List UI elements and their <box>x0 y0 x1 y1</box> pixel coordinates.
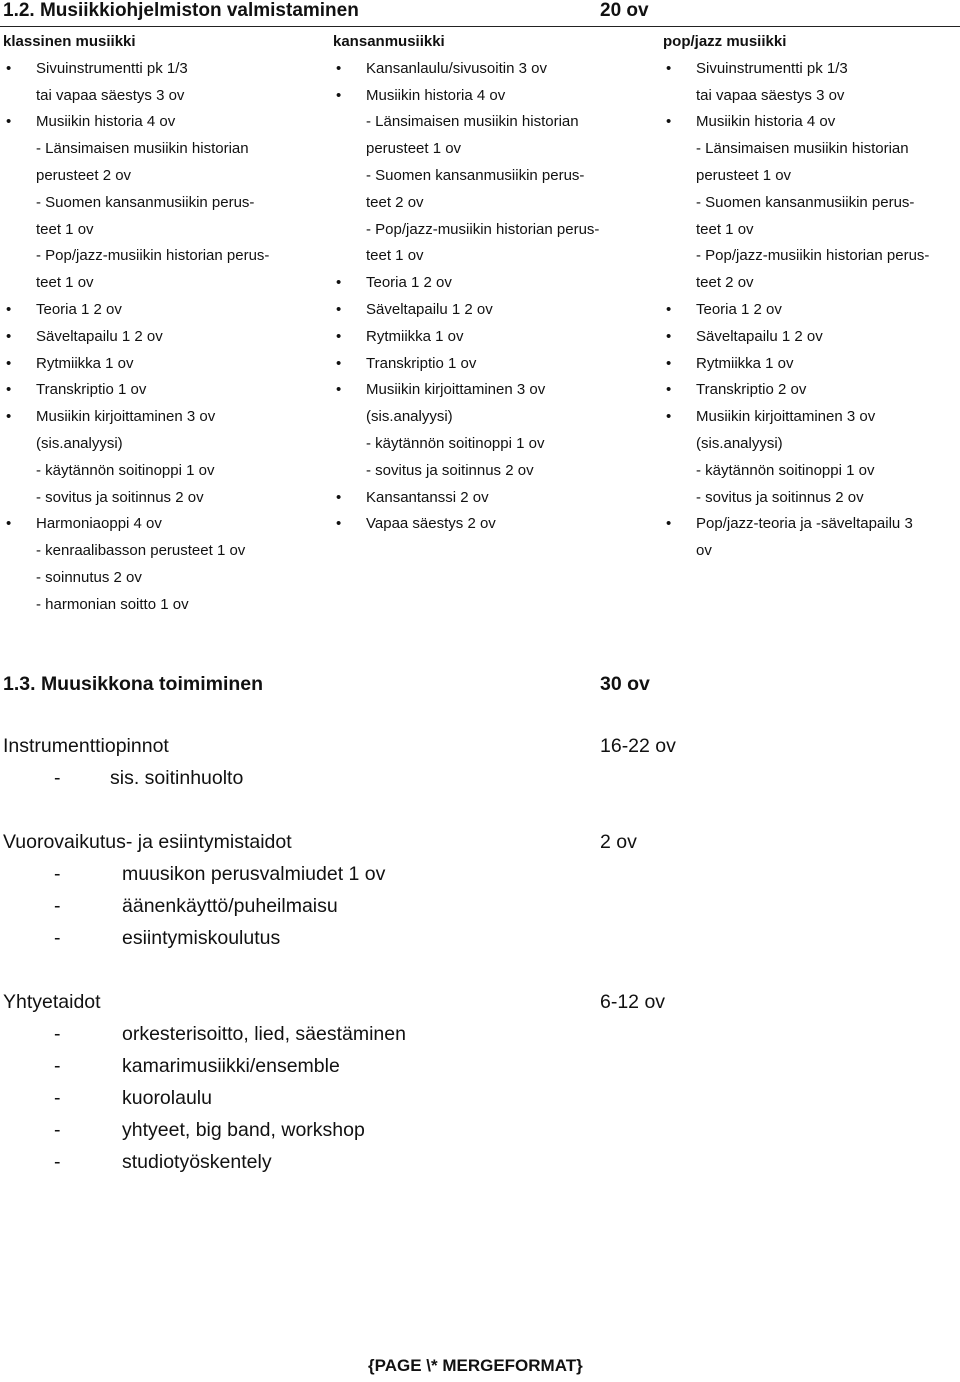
course-item: • Transkriptio 2 ov <box>663 377 960 404</box>
bullet-icon: • <box>6 59 12 77</box>
course-item: • Harmoniaoppi 4 ov <box>3 511 323 538</box>
course-detail: - Pop/jazz-musiikin historian perus- <box>36 247 270 265</box>
ensemble-credits: 6-12 ov <box>600 991 666 1013</box>
bullet-icon: • <box>336 59 342 77</box>
course-item: • Säveltapailu 1 2 ov <box>3 324 323 351</box>
course-detail: - Suomen kansanmusiikin perus- <box>366 166 585 184</box>
bullet-icon: • <box>6 300 12 318</box>
bullet-icon: • <box>336 381 342 399</box>
bullet-icon: • <box>6 354 12 372</box>
section-title: 1.3. Muusikkona toimiminen <box>3 673 264 695</box>
course-detail: - sovitus ja soitinnus 2 ov <box>696 488 864 506</box>
course-detail: - sovitus ja soitinnus 2 ov <box>366 461 534 479</box>
bullet-icon: • <box>666 381 672 399</box>
course-item: • Rytmiikka 1 ov <box>663 351 960 378</box>
course-item: • Teoria 1 2 ov <box>333 270 653 297</box>
list-item: - kamarimusiikki/ensemble <box>54 1055 340 1077</box>
course-item: • Pop/jazz-teoria ja -säveltapailu 3 <box>663 511 960 538</box>
course-detail: - Pop/jazz-musiikin historian perus- <box>366 220 600 238</box>
course-item: • Säveltapailu 1 2 ov <box>663 324 960 351</box>
bullet-icon: • <box>336 86 342 104</box>
bullet-icon: • <box>666 327 672 345</box>
column-heading: pop/jazz musiikki <box>663 33 787 50</box>
course-detail: - käytännön soitinoppi 1 ov <box>696 461 875 479</box>
ensemble-label: Yhtyetaidot <box>3 991 101 1013</box>
bullet-icon: • <box>666 59 672 77</box>
course-detail: - Suomen kansanmusiikin perus- <box>36 193 255 211</box>
course-detail: - Pop/jazz-musiikin historian perus- <box>696 247 930 265</box>
course-detail: - käytännön soitinoppi 1 ov <box>36 461 215 479</box>
course-detail: ov <box>696 542 712 560</box>
course-detail: (sis.analyysi) <box>696 434 783 452</box>
course-detail: teet 2 ov <box>366 193 424 211</box>
list-item: - muusikon perusvalmiudet 1 ov <box>54 863 386 885</box>
course-list <box>333 56 653 538</box>
course-detail: - harmonian soitto 1 ov <box>36 595 189 613</box>
course-item: • Vapaa säestys 2 ov <box>333 511 653 538</box>
instrument-credits: 16-22 ov <box>600 735 676 757</box>
list-item: - sis. soitinhuolto <box>54 767 244 789</box>
course-item: • Kansanlaulu/sivusoitin 3 ov <box>333 56 653 83</box>
section-1-2-header <box>0 0 960 27</box>
course-item: • Teoria 1 2 ov <box>3 297 323 324</box>
course-detail: - soinnutus 2 ov <box>36 568 142 586</box>
column-heading: kansanmusiikki <box>333 33 445 50</box>
course-detail: teet 2 ov <box>696 274 754 292</box>
course-detail: perusteet 2 ov <box>36 166 132 184</box>
page-footer: {PAGE \* MERGEFORMAT} <box>368 1356 583 1375</box>
course-item: • Teoria 1 2 ov <box>663 297 960 324</box>
bullet-icon: • <box>336 300 342 318</box>
bullet-icon: • <box>666 408 672 426</box>
bullet-icon: • <box>666 300 672 318</box>
bullet-icon: • <box>666 354 672 372</box>
bullet-icon: • <box>666 113 672 131</box>
course-item: • Musiikin historia 4 ov <box>333 83 653 110</box>
course-item: • Musiikin historia 4 ov <box>663 109 960 136</box>
course-item: • Musiikin kirjoittaminen 3 ov <box>3 404 323 431</box>
bullet-icon: • <box>6 515 12 533</box>
course-item: • Musiikin kirjoittaminen 3 ov <box>333 377 653 404</box>
course-detail: teet 1 ov <box>36 220 94 238</box>
course-item: • Musiikin kirjoittaminen 3 ov <box>663 404 960 431</box>
column-popjazz <box>663 29 960 565</box>
bullet-icon: • <box>336 488 342 506</box>
course-item: • Musiikin historia 4 ov <box>3 109 323 136</box>
course-detail: tai vapaa säestys 3 ov <box>36 86 185 104</box>
course-item: • Rytmiikka 1 ov <box>3 351 323 378</box>
bullet-icon: • <box>336 515 342 533</box>
bullet-icon: • <box>666 515 672 533</box>
list-item: - studiotyöskentely <box>54 1151 272 1173</box>
course-detail: - käytännön soitinoppi 1 ov <box>366 434 545 452</box>
course-item: • Rytmiikka 1 ov <box>333 324 653 351</box>
course-detail: - Suomen kansanmusiikin perus- <box>696 193 915 211</box>
course-item: • Säveltapailu 1 2 ov <box>333 297 653 324</box>
column-heading: klassinen musiikki <box>3 33 136 50</box>
course-item: • Kansantanssi 2 ov <box>333 485 653 512</box>
bullet-icon: • <box>6 113 12 131</box>
bullet-icon: • <box>336 354 342 372</box>
list-item: - esiintymiskoulutus <box>54 927 281 949</box>
bullet-icon: • <box>336 274 342 292</box>
section-credits: 20 ov <box>600 0 649 21</box>
course-item: • Transkriptio 1 ov <box>333 351 653 378</box>
list-item: - äänenkäyttö/puheilmaisu <box>54 895 338 917</box>
list-item: - kuorolaulu <box>54 1087 212 1109</box>
course-detail: teet 1 ov <box>366 247 424 265</box>
section-credits: 30 ov <box>600 673 650 695</box>
course-list <box>663 56 960 565</box>
course-list <box>3 56 323 619</box>
bullet-icon: • <box>6 408 12 426</box>
course-detail: (sis.analyysi) <box>366 408 453 426</box>
interaction-credits: 2 ov <box>600 831 637 853</box>
instrument-label: Instrumenttiopinnot <box>3 735 169 757</box>
course-detail: perusteet 1 ov <box>696 166 792 184</box>
course-detail: - Länsimaisen musiikin historian <box>36 140 249 158</box>
bullet-icon: • <box>6 381 12 399</box>
course-detail: - Länsimaisen musiikin historian <box>366 113 579 131</box>
column-classical <box>3 29 323 619</box>
course-detail: teet 1 ov <box>36 274 94 292</box>
list-item: - yhtyeet, big band, workshop <box>54 1119 365 1141</box>
section-title: 1.2. Musiikkiohjelmiston valmistaminen <box>3 0 359 21</box>
bullet-icon: • <box>6 327 12 345</box>
course-detail: perusteet 1 ov <box>366 140 462 158</box>
course-detail: teet 1 ov <box>696 220 754 238</box>
interaction-label: Vuorovaikutus- ja esiintymistaidot <box>3 831 292 853</box>
course-detail: (sis.analyysi) <box>36 434 123 452</box>
course-detail: - sovitus ja soitinnus 2 ov <box>36 488 204 506</box>
column-folk <box>333 29 653 538</box>
course-detail: - Länsimaisen musiikin historian <box>696 140 909 158</box>
course-item: • Sivuinstrumentti pk 1/3 <box>663 56 960 83</box>
list-item: - orkesterisoitto, lied, säestäminen <box>54 1023 406 1045</box>
course-detail: tai vapaa säestys 3 ov <box>696 86 845 104</box>
course-item: • Sivuinstrumentti pk 1/3 <box>3 56 323 83</box>
course-item: • Transkriptio 1 ov <box>3 377 323 404</box>
bullet-icon: • <box>336 327 342 345</box>
course-detail: - kenraalibasson perusteet 1 ov <box>36 542 246 560</box>
